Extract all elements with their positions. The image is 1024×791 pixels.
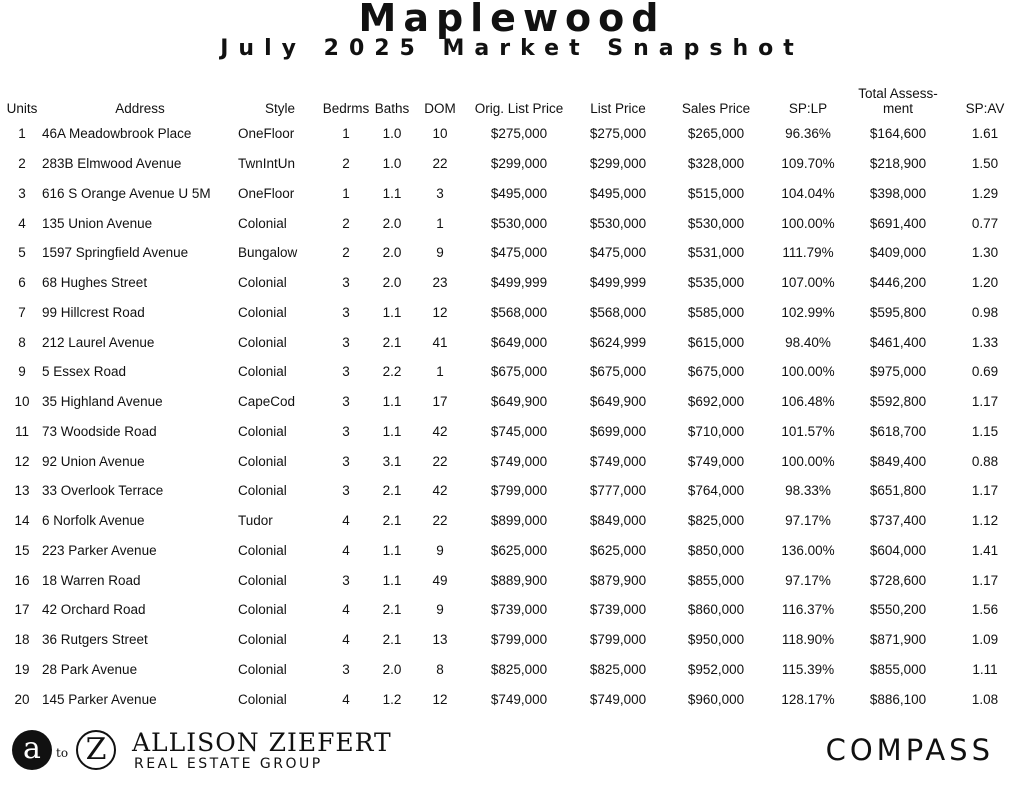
cell-address: 212 Laurel Avenue [42,334,155,350]
cell-dom: 8 [436,661,444,677]
cell-baths: 2.1 [382,334,402,350]
cell-total-assessment: $618,700 [869,423,927,439]
cell-bedrooms: 4 [342,632,350,648]
cell-sp-lp: 106.48% [781,394,835,410]
cell-orig-list-price: $799,000 [490,483,548,499]
cell-unit: 13 [14,483,30,499]
cell-sp-av: 0.69 [971,364,999,380]
col-header-total-assessment: Total Assess-ment [858,86,938,116]
cell-sp-av: 1.08 [971,691,999,707]
cell-dom: 10 [432,126,448,142]
cell-baths: 2.0 [382,275,402,291]
cell-list-price: $699,000 [589,423,647,439]
col-header-orig-list-price: Orig. List Price [474,101,564,116]
brand-subtitle: REAL ESTATE GROUP [134,756,323,772]
cell-style: Colonial [238,334,287,350]
cell-list-price: $568,000 [589,304,647,320]
cell-baths: 1.1 [382,394,402,410]
cell-list-price: $624,999 [589,334,647,350]
cell-style: Colonial [238,632,287,648]
cell-total-assessment: $218,900 [869,156,927,172]
cell-sp-av: 1.09 [971,632,999,648]
cell-orig-list-price: $899,000 [490,513,548,529]
cell-sales-price: $675,000 [687,364,745,380]
cell-list-price: $799,000 [589,632,647,648]
cell-style: Colonial [238,661,287,677]
col-header-list-price: List Price [590,101,646,116]
cell-sales-price: $710,000 [687,423,745,439]
cell-list-price: $649,900 [589,394,647,410]
table-row [2,506,1022,536]
cell-orig-list-price: $649,900 [490,394,548,410]
cell-baths: 2.1 [382,602,402,618]
cell-sp-av: 1.41 [971,542,999,558]
cell-bedrooms: 3 [342,275,350,291]
cell-dom: 13 [432,632,448,648]
cell-style: Colonial [238,572,287,588]
cell-dom: 42 [432,423,448,439]
cell-sp-lp: 111.79% [782,245,834,261]
col-header-sp-lp: SP:LP [788,101,828,116]
cell-list-price: $625,000 [589,542,647,558]
cell-sp-lp: 97.17% [785,572,831,588]
table-row [2,298,1022,328]
cell-unit: 16 [14,572,30,588]
cell-sp-lp: 98.33% [785,483,831,499]
cell-address: 46A Meadowbrook Place [42,126,192,142]
cell-style: CapeCod [238,394,296,410]
col-header-sales-price: Sales Price [681,101,751,116]
cell-sp-av: 1.20 [971,275,999,291]
cell-orig-list-price: $889,900 [490,572,548,588]
cell-bedrooms: 1 [342,185,350,201]
page-title: Maplewood [358,0,666,40]
table-row [2,119,1022,149]
cell-sales-price: $764,000 [687,483,745,499]
cell-unit: 2 [18,156,26,172]
cell-baths: 1.0 [382,126,402,142]
table-header-row [2,82,1022,119]
cell-total-assessment: $691,400 [869,215,927,231]
cell-unit: 11 [14,423,29,439]
table-row [2,655,1022,685]
col-header-bedrooms: Bedrms [322,101,370,116]
cell-baths: 1.0 [382,156,402,172]
cell-bedrooms: 3 [342,661,350,677]
cell-baths: 1.1 [382,185,402,201]
cell-orig-list-price: $739,000 [490,602,548,618]
cell-total-assessment: $651,800 [869,483,927,499]
cell-orig-list-price: $568,000 [490,304,548,320]
table-row [2,536,1022,566]
table-row [2,417,1022,447]
table-row [2,357,1022,387]
cell-baths: 2.0 [382,215,402,231]
cell-sp-av: 1.29 [971,185,999,201]
cell-baths: 2.2 [382,364,402,380]
cell-unit: 19 [14,661,30,677]
cell-dom: 12 [432,691,448,707]
cell-total-assessment: $398,000 [869,185,927,201]
cell-orig-list-price: $749,000 [490,453,548,469]
cell-bedrooms: 1 [342,126,350,142]
cell-unit: 17 [14,602,30,618]
table-row [2,327,1022,357]
cell-sp-lp: 100.00% [781,364,835,380]
cell-sp-av: 1.30 [971,245,999,261]
cell-baths: 1.1 [382,304,402,320]
cell-list-price: $499,999 [589,275,647,291]
cell-dom: 9 [436,542,444,558]
cell-baths: 1.1 [382,423,402,439]
table-row [2,238,1022,268]
cell-style: Colonial [238,364,287,380]
table-row [2,595,1022,625]
cell-list-price: $475,000 [589,245,647,261]
cell-dom: 49 [432,572,448,588]
cell-dom: 22 [432,513,448,529]
cell-sales-price: $952,000 [687,661,745,677]
cell-orig-list-price: $530,000 [490,215,548,231]
cell-list-price: $495,000 [589,185,647,201]
cell-address: 36 Rutgers Street [42,632,148,648]
cell-list-price: $275,000 [589,126,647,142]
cell-list-price: $777,000 [589,483,647,499]
table-row [2,476,1022,506]
cell-orig-list-price: $299,000 [490,156,548,172]
cell-dom: 42 [432,483,448,499]
cell-unit: 1 [18,126,26,142]
cell-bedrooms: 4 [342,602,350,618]
cell-sp-lp: 101.57% [781,423,835,439]
cell-unit: 6 [18,275,26,291]
cell-unit: 3 [18,185,26,201]
cell-sales-price: $749,000 [687,453,745,469]
cell-sales-price: $328,000 [687,156,745,172]
cell-total-assessment: $604,000 [869,542,927,558]
cell-bedrooms: 4 [342,542,350,558]
cell-sp-av: 1.12 [971,513,999,529]
cell-orig-list-price: $825,000 [490,661,548,677]
cell-baths: 1.1 [382,542,402,558]
cell-sp-av: 1.17 [971,394,999,410]
cell-style: Colonial [238,275,287,291]
cell-style: Colonial [238,691,287,707]
cell-baths: 1.2 [382,691,402,707]
cell-list-price: $749,000 [589,691,647,707]
cell-bedrooms: 3 [342,572,350,588]
logo-to-text: to [56,746,69,760]
cell-style: Colonial [238,304,287,320]
cell-address: 616 S Orange Avenue U 5M [42,185,211,201]
cell-address: 33 Overlook Terrace [42,483,164,499]
cell-orig-list-price: $475,000 [490,245,548,261]
cell-sp-av: 1.17 [971,483,999,499]
cell-style: OneFloor [238,185,295,201]
cell-bedrooms: 3 [342,453,350,469]
cell-total-assessment: $550,200 [869,602,927,618]
col-header-baths: Baths [374,101,410,116]
cell-total-assessment: $164,600 [869,126,927,142]
cell-style: OneFloor [238,126,295,142]
cell-style: Colonial [238,215,287,231]
table-row [2,446,1022,476]
cell-sales-price: $531,000 [687,245,745,261]
cell-sp-av: 0.98 [971,304,999,320]
cell-address: 99 Hillcrest Road [42,304,145,320]
cell-bedrooms: 3 [342,334,350,350]
cell-orig-list-price: $649,000 [490,334,548,350]
cell-baths: 2.1 [382,483,402,499]
cell-bedrooms: 4 [342,513,350,529]
table-row [2,268,1022,298]
col-header-units: Units [6,101,38,116]
cell-style: Tudor [238,513,273,529]
cell-sp-av: 0.88 [971,453,999,469]
cell-sales-price: $585,000 [687,304,745,320]
cell-sales-price: $825,000 [687,513,745,529]
table-row [2,684,1022,714]
cell-address: 223 Parker Avenue [42,542,157,558]
cell-total-assessment: $728,600 [869,572,927,588]
cell-bedrooms: 2 [342,245,350,261]
cell-address: 73 Woodside Road [42,423,157,439]
col-header-sp-av: SP:AV [965,101,1005,116]
cell-total-assessment: $871,900 [869,632,927,648]
cell-sp-av: 1.33 [971,334,999,350]
cell-sales-price: $855,000 [687,572,745,588]
cell-address: 283B Elmwood Avenue [42,156,182,172]
cell-sp-lp: 100.00% [781,453,835,469]
col-header-style: Style [264,101,295,116]
cell-bedrooms: 3 [342,304,350,320]
cell-unit: 7 [18,304,26,320]
cell-orig-list-price: $499,999 [490,275,548,291]
cell-style: Colonial [238,483,287,499]
cell-address: 42 Orchard Road [42,602,146,618]
cell-address: 135 Union Avenue [42,215,153,231]
cell-sp-av: 1.17 [971,572,999,588]
cell-style: Colonial [238,423,287,439]
cell-total-assessment: $409,000 [869,245,927,261]
col-header-address: Address [115,101,165,116]
cell-list-price: $825,000 [589,661,647,677]
cell-sales-price: $615,000 [687,334,745,350]
cell-list-price: $879,900 [589,572,647,588]
cell-bedrooms: 2 [342,215,350,231]
table-row [2,387,1022,417]
cell-total-assessment: $461,400 [869,334,927,350]
cell-sp-lp: 128.17% [781,691,835,707]
cell-style: Colonial [238,602,287,618]
cell-orig-list-price: $745,000 [490,423,548,439]
cell-sp-av: 0.77 [971,215,999,231]
cell-sp-lp: 118.90% [781,632,835,648]
cell-unit: 5 [18,245,26,261]
cell-dom: 23 [432,275,448,291]
cell-baths: 2.0 [382,245,402,261]
cell-address: 68 Hughes Street [42,275,148,291]
cell-list-price: $299,000 [589,156,647,172]
cell-sp-lp: 98.40% [785,334,831,350]
brand-name: ALLISON ZIEFERT [132,728,392,757]
cell-sp-av: 1.50 [971,156,999,172]
cell-orig-list-price: $625,000 [490,542,548,558]
logo-z-circle: Z [76,730,116,770]
cell-bedrooms: 3 [342,364,350,380]
cell-sp-lp: 102.99% [781,304,835,320]
cell-dom: 17 [432,394,448,410]
cell-dom: 22 [432,156,448,172]
market-table [2,82,1022,714]
cell-sp-lp: 116.37% [781,602,835,618]
cell-total-assessment: $855,000 [869,661,927,677]
cell-dom: 1 [436,364,444,380]
page-subtitle: July 2025 Market Snapshot [220,36,804,61]
cell-bedrooms: 2 [342,156,350,172]
cell-bedrooms: 3 [342,394,350,410]
cell-sp-lp: 115.39% [781,661,835,677]
cell-sales-price: $950,000 [687,632,745,648]
table-body [2,119,1022,714]
cell-dom: 9 [436,602,444,618]
cell-baths: 1.1 [382,572,402,588]
cell-address: 5 Essex Road [42,364,127,380]
cell-sp-av: 1.15 [971,423,999,439]
cell-list-price: $530,000 [589,215,647,231]
cell-total-assessment: $446,200 [869,275,927,291]
cell-unit: 10 [14,394,30,410]
cell-sales-price: $535,000 [687,275,745,291]
cell-address: 1597 Springfield Avenue [42,245,189,261]
cell-total-assessment: $737,400 [869,513,927,529]
cell-sales-price: $515,000 [687,185,745,201]
cell-unit: 20 [14,691,30,707]
cell-sales-price: $860,000 [687,602,745,618]
table-row [2,179,1022,209]
cell-style: Colonial [238,542,287,558]
cell-baths: 2.0 [382,661,402,677]
cell-unit: 4 [18,215,26,231]
cell-dom: 1 [436,215,444,231]
cell-sales-price: $265,000 [687,126,745,142]
cell-dom: 22 [432,453,448,469]
cell-sp-lp: 97.17% [785,513,831,529]
cell-sp-av: 1.56 [971,602,999,618]
cell-orig-list-price: $495,000 [490,185,548,201]
cell-orig-list-price: $675,000 [490,364,548,380]
cell-orig-list-price: $799,000 [490,632,548,648]
cell-dom: 41 [432,334,448,350]
cell-unit: 12 [14,453,30,469]
cell-total-assessment: $592,800 [869,394,927,410]
cell-baths: 3.1 [382,453,402,469]
cell-sp-lp: 104.04% [781,185,835,201]
cell-list-price: $849,000 [589,513,647,529]
table-row [2,565,1022,595]
cell-unit: 8 [18,334,26,350]
table-row [2,149,1022,179]
cell-total-assessment: $849,400 [869,453,927,469]
cell-total-assessment: $886,100 [869,691,927,707]
table-row [2,625,1022,655]
cell-orig-list-price: $749,000 [490,691,548,707]
cell-style: Colonial [238,453,287,469]
cell-bedrooms: 3 [342,483,350,499]
cell-style: TwnIntUn [238,156,296,172]
cell-list-price: $739,000 [589,602,647,618]
cell-sp-lp: 109.70% [781,156,835,172]
cell-baths: 2.1 [382,632,402,648]
cell-address: 18 Warren Road [42,572,141,588]
cell-sp-av: 1.61 [971,126,999,142]
table-row [2,208,1022,238]
cell-style: Bungalow [238,245,298,261]
cell-sales-price: $692,000 [687,394,745,410]
cell-sales-price: $960,000 [687,691,745,707]
cell-sales-price: $850,000 [687,542,745,558]
cell-baths: 2.1 [382,513,402,529]
col-header-dom: DOM [424,101,456,116]
cell-list-price: $749,000 [589,453,647,469]
logo-a-circle: a [12,730,52,770]
cell-sales-price: $530,000 [687,215,745,231]
cell-sp-lp: 100.00% [781,215,835,231]
cell-unit: 14 [14,513,30,529]
cell-sp-av: 1.11 [972,661,998,677]
cell-unit: 15 [14,542,30,558]
cell-unit: 9 [18,364,26,380]
compass-logo: COMPASS [825,733,994,767]
cell-total-assessment: $975,000 [869,364,927,380]
cell-orig-list-price: $275,000 [490,126,548,142]
cell-address: 35 Highland Avenue [42,394,163,410]
cell-dom: 12 [432,304,448,320]
cell-list-price: $675,000 [589,364,647,380]
cell-dom: 9 [436,245,444,261]
cell-bedrooms: 4 [342,691,350,707]
cell-sp-lp: 96.36% [785,126,831,142]
cell-bedrooms: 3 [342,423,350,439]
cell-total-assessment: $595,800 [869,304,927,320]
cell-sp-lp: 107.00% [781,275,835,291]
cell-dom: 3 [436,185,444,201]
cell-address: 6 Norfolk Avenue [42,513,145,529]
cell-unit: 18 [14,632,30,648]
cell-sp-lp: 136.00% [781,542,835,558]
cell-address: 28 Park Avenue [42,661,138,677]
cell-address: 145 Parker Avenue [42,691,157,707]
cell-address: 92 Union Avenue [42,453,145,469]
